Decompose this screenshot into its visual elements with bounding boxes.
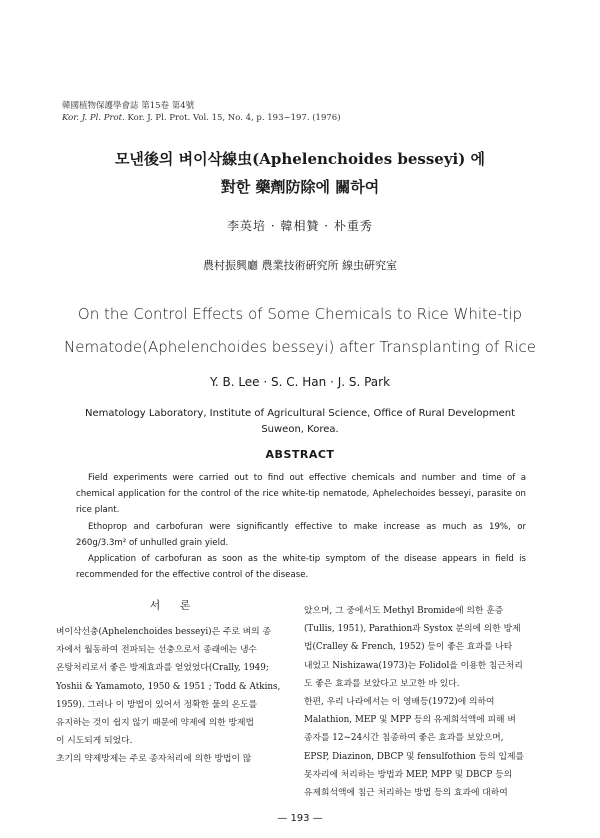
abstract-paragraph-3: Application of carbofuran as soon as the white-tip symptom of the disease appears in field is recommended for the effective control of the disease. <box>76 554 526 581</box>
english-title-line-1: On the Control Effects of Some Chemicals to Rice White-tip <box>77 305 523 323</box>
journal-line-english: Kor. J. Pl. Prot. Kor. J. Pl. Prot. Vol. 15, No. 4, p. 193~197. (1976) <box>62 113 341 123</box>
affiliation-line-1: Nematology Laboratory, Institute of Agricultural Science, Office of Rural Development <box>84 408 516 419</box>
journal-header <box>62 100 341 124</box>
intro-left-line: Yoshii & Yamamoto, 1950 & 1951 ; Todd & Atkins, <box>56 681 281 692</box>
intro-right-line: (Tullis, 1951), Parathion과 Systox 분의에 의한 방제 <box>304 624 521 635</box>
korean-authors: 李英培 · 韓相贊 · 朴重秀 <box>227 219 373 233</box>
english-authors: Y. B. Lee · S. C. Han · J. S. Park <box>209 375 391 389</box>
intro-right-column <box>304 602 542 802</box>
english-affiliation <box>0 406 600 438</box>
intro-right-line: Malathion, MEP 및 MPP 등의 유제희석액에 피해 벼 <box>304 715 516 726</box>
intro-left-column <box>56 599 292 769</box>
intro-left-line: 온탕처리로서 좋은 방제효과를 얻었었다(Crally, 1949; <box>56 663 269 674</box>
intro-right-line: 한편, 우리 나라에서는 이 영배등(1972)에 의하여 <box>304 697 495 708</box>
intro-left-line: 이 시도되게 되었다. <box>56 736 133 747</box>
intro-left-line: 벼이삭선충(Aphelenchoides besseyi)은 주로 벼의 종 <box>56 627 271 637</box>
intro-left-line: 1959). 그러나 이 방법이 있어서 정확한 물의 온도를 <box>56 699 258 710</box>
page-number: — 193 — <box>277 813 323 824</box>
korean-title-line-2: 對한 藥劑防除에 關하여 <box>220 178 380 196</box>
affiliation-line-2: Suweon, Korea. <box>261 424 339 435</box>
journal-line-korean: 韓國植物保護學會誌 第15卷 第4號 <box>62 101 195 111</box>
abstract-paragraph-2: Ethoprop and carbofuran were significantly effective to make increase as much as 19%, or 260g/3.3m² of unhulled grain yield. <box>76 521 526 548</box>
abstract-heading: ABSTRACT <box>265 448 335 461</box>
intro-left-line: 자에서 월동하여 전파되는 선충으로서 종래에는 냉수 <box>56 645 257 656</box>
intro-left-line: 유지하는 것이 쉽지 않기 때문에 약제에 의한 방제법 <box>56 718 255 729</box>
intro-right-line: EPSP, Diazinon, DBCP 및 fensulfothion 등의 입제를 <box>304 751 525 762</box>
intro-right-line: 종자를 12~24시간 침종하여 좋은 효과를 보았으며, <box>304 733 504 744</box>
korean-affiliation: 農村振興廳 農業技術硏究所 線虫硏究室 <box>203 259 397 272</box>
intro-right-line: 못자리에 처리하는 방법과 MEP, MPP 및 DBCP 등의 <box>304 769 513 780</box>
intro-right-line: 내었고 Nishizawa(1973)는 Folidol을 이용한 침근처리 <box>304 660 523 671</box>
intro-right-line: 도 좋은 효과를 보았다고 보고한 바 있다. <box>304 678 460 689</box>
korean-title-line-1: 모낸後의 벼이삭線虫(Aphelenchoides besseyi) 에 <box>114 150 486 168</box>
intro-left-line: 초기의 약제방제는 주로 종자처리에 의한 방법이 많 <box>56 754 252 765</box>
intro-right-line: 았으며, 그 중에서도 Methyl Bromide에 의한 훈증 <box>304 606 504 616</box>
intro-right-line: 유제희석액에 침근 처리하는 방법 등의 효과에 대하여 <box>304 788 508 799</box>
intro-heading: 서 론 <box>149 599 199 612</box>
abstract-body <box>76 470 526 583</box>
english-title-line-2: Nematode(Aphelenchoides besseyi) after Transplanting of Rice <box>64 338 536 356</box>
abstract-paragraph-1: Field experiments were carried out to find out effective chemicals and number and time of a chemical application for the control of the rice white-tip nematode, Aphelechoides besseyi, parasite on rice plant. <box>76 473 526 516</box>
intro-right-line: 법(Cralley & French, 1952) 등이 좋은 효과를 나타 <box>304 642 513 653</box>
